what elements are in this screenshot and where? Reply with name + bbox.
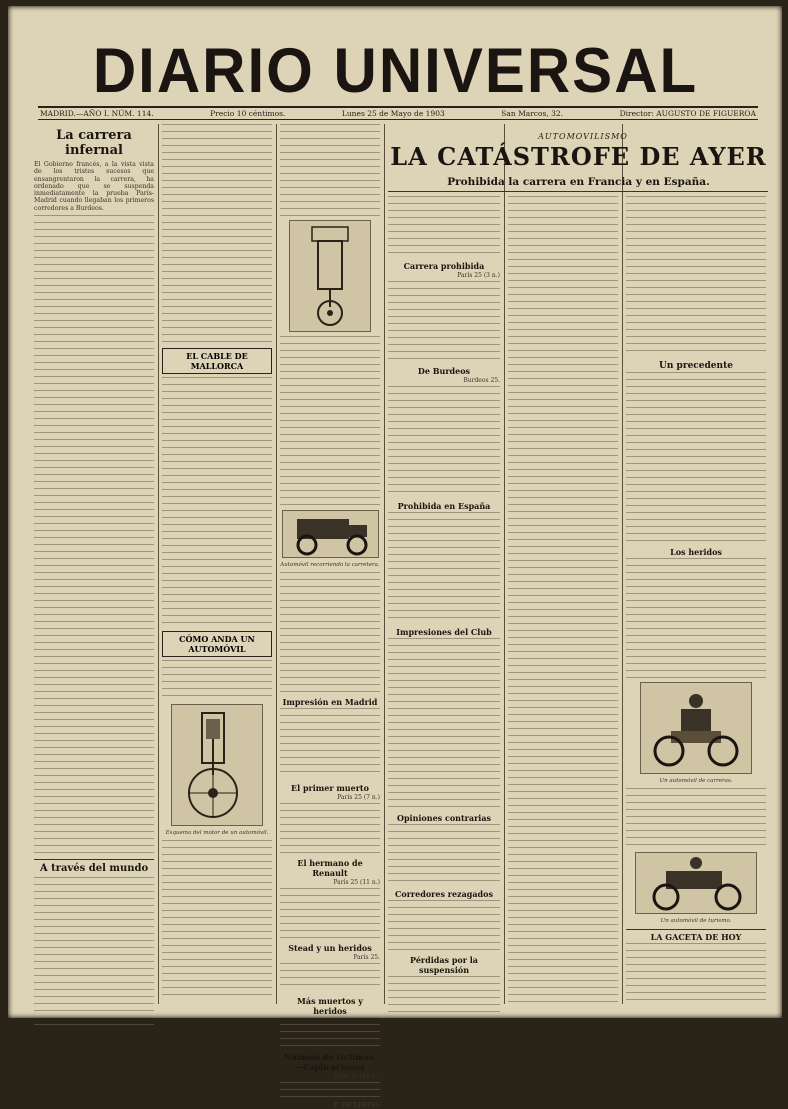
body-text-block: [34, 215, 154, 855]
main-headline: LA CATÁSTROFE DE AYER: [390, 142, 767, 171]
article-text: El Gobierno francés, a la vista vista de los tristes sucesos que ensangrentaron la carrera, ha ordenado que se suspenda inmediatamente la prueba París-Madrid cuando llegaban los primeros corredores a Burdeos.: [34, 161, 154, 212]
article-heading: EL CABLE DE MALLORCA: [162, 348, 272, 374]
body-text-block: [280, 1082, 380, 1102]
race-car-icon: [641, 683, 751, 773]
body-text-block: [280, 572, 380, 692]
dateline-place: Burdeos 25.: [463, 377, 500, 384]
engine-illustration: [289, 220, 371, 332]
body-text-block: [280, 336, 380, 506]
article-heading: El hermano de Renault: [297, 858, 363, 878]
article-heading: Pérdidas por la suspensión: [410, 955, 478, 975]
article-heading: De Burdeos: [417, 366, 471, 376]
signature: F. DE LERINS: [333, 1102, 380, 1109]
column-rule: [504, 124, 505, 1004]
column-6: [626, 196, 766, 1004]
newspaper-title: DIARIO UNIVERSAL: [92, 35, 699, 106]
body-text-block: [508, 196, 618, 1004]
headline-rule: [388, 191, 768, 192]
race-car-illustration: [640, 682, 752, 774]
figure-caption: Esquema del motor de un automóvil.: [165, 830, 269, 836]
dateline-place: París 25 (11 n.): [333, 879, 380, 886]
automobile-icon: [283, 511, 378, 557]
article-heading: A través del mundo: [34, 859, 154, 874]
body-text-block: [388, 638, 500, 808]
article-heading: Stead y un heridos: [288, 943, 372, 953]
body-text-block: [280, 963, 380, 991]
figure-caption: Un automóvil de carreras.: [659, 778, 733, 784]
article-heading: Carrera prohibida: [403, 261, 485, 271]
section-heading: LA GACETA DE HOY: [626, 929, 766, 942]
car-illustration: [282, 510, 379, 558]
column-rule: [276, 124, 277, 1004]
article-heading: CÓMO ANDA UN AUTOMÓVIL: [162, 631, 272, 657]
body-text-block: [626, 372, 766, 542]
masthead: [28, 36, 763, 106]
article-heading: El primer muerto: [291, 783, 369, 793]
newspaper-page: [8, 6, 782, 1109]
column-rule: [622, 124, 623, 1004]
cylinder-icon: [290, 221, 370, 331]
body-text-block: [388, 976, 500, 1016]
column-2: [162, 124, 272, 1004]
column-1: [34, 124, 154, 1004]
column-3: [280, 124, 380, 1109]
dateline-place: París 25 (3 n.): [457, 272, 500, 279]
body-text-block: [388, 824, 500, 884]
body-text-block: [162, 660, 272, 700]
touring-car-illustration: [635, 852, 757, 914]
article-heading: Impresión en Madrid: [282, 697, 378, 707]
article-heading: Número de víctimas.—Explicaciones: [283, 1052, 377, 1072]
body-text-block: [626, 943, 766, 1003]
body-text-block: [388, 386, 500, 496]
figure-caption: Automóvil recorriendo la carretera.: [280, 562, 380, 568]
touring-car-icon: [636, 853, 756, 913]
director: Director: AUGUSTO DE FIGUEROA: [619, 109, 756, 118]
body-text-block: [626, 196, 766, 356]
dateline-place: París 25 (11 n.): [333, 1073, 380, 1080]
column-rule: [158, 124, 159, 1004]
body-text-block: [388, 512, 500, 622]
article-heading: Prohibida en España: [397, 501, 491, 511]
body-text-block: [280, 124, 380, 216]
body-text-block: [162, 377, 272, 625]
body-text-block: [388, 196, 500, 256]
article-heading: Impresiones del Club: [396, 627, 492, 637]
body-text-block: [280, 708, 380, 778]
article-heading: Más muertos y heridos: [297, 996, 363, 1016]
issue-date: Lunes 25 de Mayo de 1903: [341, 109, 445, 118]
article-heading: La carrera infernal: [56, 128, 132, 158]
body-text-block: [626, 558, 766, 678]
body-text-block: [280, 888, 380, 938]
body-text-block: [34, 877, 154, 1027]
price: Precio 10 céntimos.: [210, 109, 286, 118]
body-text-block: [162, 124, 272, 342]
body-text-block: [388, 281, 500, 361]
body-text-block: [162, 840, 272, 1000]
article-heading: Corredores rezagados: [395, 889, 493, 899]
column-5: [508, 196, 618, 1004]
dateline-place: París 25 (7 n.): [337, 794, 380, 801]
body-text-block: [626, 788, 766, 848]
column-4: [388, 196, 500, 1004]
body-text-block: [280, 803, 380, 853]
article-heading: Opiniones contrarias: [396, 813, 492, 823]
article-heading: Los heridos: [670, 547, 722, 557]
issue-info: MADRID.—AÑO I. NÚM. 114.: [40, 109, 154, 118]
sub-headline: Prohibida la carrera en Francia y en España.: [447, 176, 710, 188]
dateline-place: París 25.: [353, 954, 380, 961]
section-label: AUTOMOVILISMO: [538, 132, 628, 141]
column-rule: [384, 124, 385, 1004]
body-text-block: [280, 1017, 380, 1047]
dateline: [38, 106, 758, 120]
article-heading: Un precedente: [659, 361, 733, 371]
engine-icon: [172, 705, 262, 825]
address: San Marcos, 32.: [501, 109, 564, 118]
body-text-block: [388, 900, 500, 950]
figure-caption: Un automóvil de turismo.: [660, 918, 732, 924]
engine-illustration: [171, 704, 263, 826]
